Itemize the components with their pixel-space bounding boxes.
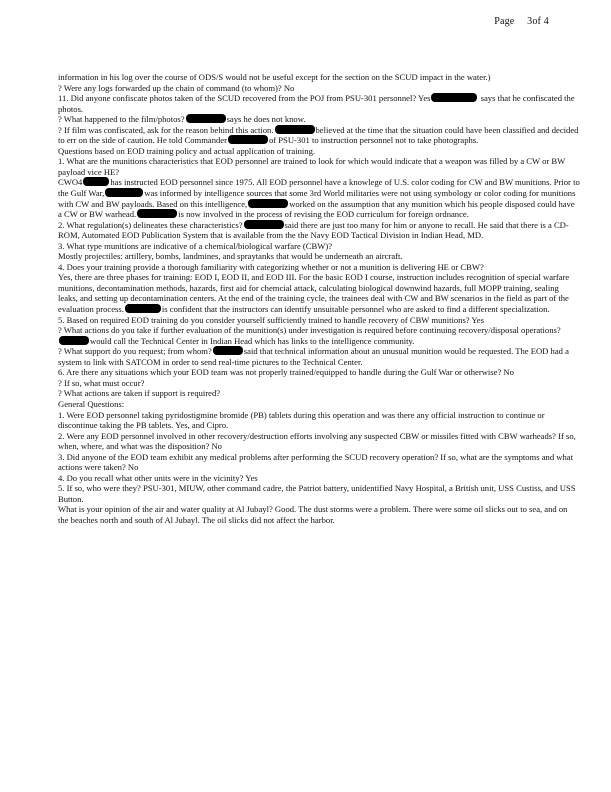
paragraph: 4. Do you recall what other units were in the vicinity? Yes xyxy=(58,472,258,483)
paragraph: 4. Does your training provide a thorough familiarity with categorizing whether or not a munition is delivering HE or CBW? xyxy=(58,261,484,272)
paragraph: Mostly projectiles: artillery, bombs, landmines, and spraytanks that would be underneath an aircraft. xyxy=(58,251,403,262)
paragraph: 2. What regulation(s) delineates these characteristics? said there are just too many for him or anyone to recall. He said that there is a CD-ROM, Automated EOD Publication System that is available from the the Navy EOD Tactical Division in Indian Head, MD. xyxy=(58,219,569,241)
paragraph: ? What actions are taken if support is required? xyxy=(58,388,221,399)
paragraph: 5. If so, who were they? PSU-301, MIUW, other command cadre, the Patriot battery, unidentified Navy Hospital, a British unit, USS Custiss, and USS Button. xyxy=(58,483,576,504)
paragraph: 3. Did anyone of the EOD team exhibit any medical problems after performing the SCUD recovery operation? If so, what are the symptoms and what actions were taken? No xyxy=(58,451,573,473)
paragraph: 5. Based on required EOD training do you consider yourself sufficiently trained to handle recovery of CBW munitions? Yes xyxy=(58,314,484,325)
paragraph: Yes, there are three phases for training: EOD I, EOD II, and EOD III. For the basic EOD I course, instruction includes recognition of special warfare munitions, decontamination methods, hazards, first aid for chemcial attack, calculating biological downwind hazards, full MOPP training, sealing leaks, and setting up decontamination centers. At the end of the training cycle, the trainees deal with CW and BW scenarios in the field as part of the evaluation process. is confident that the instructors can identify unsuitable personnel who are asked to find a different specialization. xyxy=(58,272,570,315)
redaction-mark xyxy=(137,209,177,218)
paragraph: information in his log over the course of ODS/S would not be useful except for the section on the SCUD impact in the water.) xyxy=(58,72,491,82)
paragraph: 11. Did anyone confiscate photos taken of the SCUD recovered from the POJ from PSU-301 personnel? Yes says that he confiscated the photos. xyxy=(58,93,575,114)
redaction-mark xyxy=(125,304,161,313)
paragraph: 1. What are the munitions characteristics that EOD personnel are trained to look for which would indicate that a weapon was filled by a CW or BW payload vice HE? xyxy=(58,156,566,177)
paragraph: ? If film was confiscated, ask for the reason behind this action. believed at the time that the situation could have been classified and decided to err on the side of caution. He told Commander of PSU-301 to instruction personnel not to take photographs. xyxy=(58,124,579,146)
redaction-mark xyxy=(431,93,477,102)
redaction-mark xyxy=(186,114,226,123)
paragraph: Questions based on EOD training policy and actual application of training. xyxy=(58,145,316,156)
redaction-mark xyxy=(59,336,89,345)
redaction-mark xyxy=(228,135,268,144)
document-body xyxy=(58,72,580,526)
redaction-mark xyxy=(105,188,143,197)
paragraph: ? What actions do you take if further evaluation of the munition(s) under investigation is required before continuing recovery/disposal operations?would call the Technical Center in Indian Head which has links to the intelligence community. xyxy=(58,325,561,346)
redaction-mark xyxy=(83,177,109,186)
paragraph: ? What support do you request; from whom? said that technical information about an unusual munition would be requested. The EOD had a system to link with SATCOM in order to send real-time pictures to the Technical Center. xyxy=(58,346,569,367)
redaction-mark xyxy=(248,199,288,208)
paragraph: 2. Were any EOD personnel involved in other recovery/destruction efforts involving any suspected CBW or missiles fitted with CBW warheads? If so, when, where, and what was the disposition? No xyxy=(58,430,576,452)
redaction-mark xyxy=(244,220,284,229)
paragraph: ? If so, what must occur? xyxy=(58,377,145,388)
page-number: 3of 4 xyxy=(527,16,549,27)
paragraph: ? Were any logs forwarded up the chain of command (to whom)? No xyxy=(58,82,295,93)
page-label: Page xyxy=(494,16,515,27)
paragraph: 3. What type munitions are indicative of a chemical/biological warfare (CBW)? xyxy=(58,240,333,251)
paragraph: ? What happened to the film/photos? says he does not know. xyxy=(58,114,306,125)
redaction-mark xyxy=(213,346,243,355)
paragraph: 6. Are there any situations which your EOD team was not properly trained/equipped to handle during the Gulf War or otherwise? No xyxy=(58,367,514,378)
paragraph: 1. Were EOD personnel taking pyridostigmine bromide (PB) tablets during this operation and was there any official instruction to continue or discontinue taking the PB tablets. Yes, and Cipro. xyxy=(58,409,545,431)
redaction-mark xyxy=(275,125,315,134)
paragraph: What is your opinion of the air and water quality at Al Jubayl? Good. The dust storms were a problem. There were some oil slicks out to sea, and on the beaches north and south of Al Jubayl. The oil slicks did not affect the harbor. xyxy=(58,504,568,525)
paragraph: General Questions: xyxy=(58,398,125,409)
paragraph: CWO4 has instructed EOD personnel since 1975. All EOD personnel have a knowlege of U.S. color coding for CW and BW munitions. Prior to the Gulf War, was informed by intelligence sources that some 3rd World militaries were not using symbology or color coding for munitions with CW and BW payloads. Based on this intelligence, worked on the assumption that any munition which his people disposed could have a CW or BW warhead. is now involved in the process of revising the EOD curriculum for foreign ordnance. xyxy=(58,177,580,220)
page-header xyxy=(484,16,549,27)
